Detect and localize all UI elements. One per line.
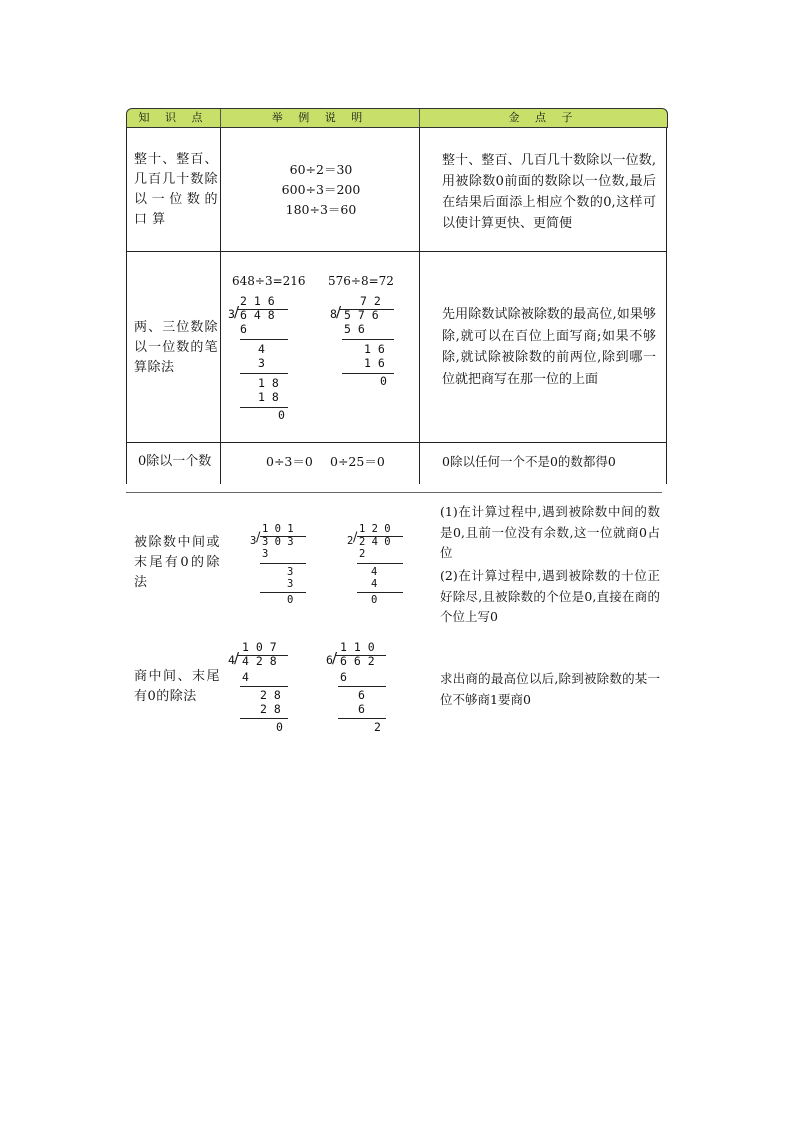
division-bracket: /	[332, 649, 338, 667]
divisor: 2	[347, 535, 354, 547]
header-example: 举 例 说 明	[221, 109, 420, 127]
lower1-topic: 被除数中间或末尾有0的除法	[134, 535, 220, 590]
lower2-tip: 求出商的最高位以后,除到被除数的某一位不够商1要商0	[440, 671, 660, 707]
row2-example-a: 648÷3=216	[232, 274, 306, 288]
step: 4	[258, 342, 265, 356]
step-bar	[240, 373, 288, 374]
step-bar	[260, 563, 306, 564]
division-bracket: /	[234, 303, 240, 321]
section-separator	[126, 492, 662, 493]
step: 4	[371, 566, 378, 578]
row2-example-b: 576÷8=72	[328, 274, 394, 288]
step: 6	[358, 688, 365, 702]
example-line: 180÷3＝60	[285, 202, 357, 217]
step: 3	[287, 578, 294, 590]
step: 3	[258, 356, 265, 370]
step: 4	[242, 670, 249, 684]
dividend: 3 0 3	[262, 536, 294, 548]
row3-tip: 0除以任何一个不是0的数都得0	[442, 454, 616, 469]
header-knowledge-point: 知 识 点	[127, 109, 221, 127]
step: 6	[358, 702, 365, 716]
step: 6	[240, 322, 247, 336]
row1-tip: 整十、整百、几百几十数除以一位数,用被除数0前面的数除以一位数,最后在结果后面添上相应个数的0,这样可以使计算更快、更简便	[442, 153, 656, 231]
example-line: 600÷3＝200	[281, 182, 361, 197]
division-bracket: /	[353, 530, 358, 545]
quotient: 1 0 7	[242, 640, 277, 654]
table-border-right	[666, 128, 667, 484]
row-divider-2	[126, 442, 667, 443]
row3-example-a: 0÷3＝0	[266, 454, 313, 469]
step: 0	[276, 720, 283, 734]
step: 4	[371, 578, 378, 590]
division-bracket: /	[234, 649, 240, 667]
dividend: 2 4 0	[359, 536, 391, 548]
dividend: 5 7 6	[344, 308, 379, 322]
step-bar	[240, 339, 288, 340]
step-bar	[260, 592, 306, 593]
quotient: 7 2	[360, 294, 381, 308]
dividend: 4 2 8	[242, 654, 277, 668]
step-bar	[338, 686, 386, 687]
dividend: 6 4 8	[240, 308, 275, 322]
step: 3	[287, 566, 294, 578]
divisor: 4	[228, 653, 235, 667]
step: 1 8	[258, 376, 279, 390]
table-divider-2	[419, 128, 420, 484]
step: 0	[278, 408, 285, 422]
division-bracket: /	[256, 530, 261, 545]
step: 0	[287, 594, 294, 606]
step: 2 8	[260, 688, 281, 702]
header-golden-tip: 金 点 子	[508, 111, 579, 124]
step: 1 6	[364, 356, 385, 370]
row2-tip: 先用除数试除被除数的最高位,如果够除,就可以在百位上面写商;如果不够除,就试除被除数的前两位,除到哪一位就把商写在那一位的上面	[442, 307, 656, 387]
table-header	[126, 108, 668, 128]
row3-example-b: 0÷25＝0	[330, 454, 385, 469]
division-bracket: /	[336, 303, 342, 321]
step: 5 6	[344, 322, 365, 336]
step: 2	[374, 720, 381, 734]
step: 2	[359, 548, 366, 560]
row1-examples	[226, 160, 416, 220]
divisor: 6	[326, 653, 333, 667]
row1-topic: 整十、整百、几百几十数除以一位数的 口 算	[134, 152, 218, 227]
long-division-303	[250, 522, 320, 612]
quotient: 2 1 6	[240, 294, 275, 308]
lower2-topic: 商中间、末尾有0的除法	[134, 669, 220, 704]
table-divider-1	[220, 128, 221, 484]
step: 1 6	[364, 342, 385, 356]
quotient: 1 0 1	[262, 523, 294, 535]
dividend: 6 6 2	[340, 654, 375, 668]
divisor: 3	[228, 307, 235, 321]
long-division-240	[347, 522, 417, 612]
step: 6	[340, 670, 347, 684]
long-division-662	[326, 640, 396, 740]
long-division-576	[330, 294, 400, 394]
long-division-648	[228, 294, 298, 424]
step-bar	[338, 718, 386, 719]
quotient: 1 1 0	[340, 640, 375, 654]
lower1-tip1: (1)在计算过程中,遇到被除数中间的数是0,且前一位没有余数,这一位就商0占位	[440, 504, 660, 560]
step: 3	[262, 548, 269, 560]
step-bar	[342, 339, 394, 340]
step: 2 8	[260, 702, 281, 716]
quotient: 1 2 0	[359, 523, 391, 535]
row3-topic: 0除以一个数	[138, 454, 212, 469]
divisor: 3	[250, 535, 257, 547]
step-bar	[357, 563, 403, 564]
divisor: 8	[330, 307, 337, 321]
row-divider-1	[126, 251, 667, 252]
step-bar	[240, 718, 288, 719]
step-bar	[357, 592, 403, 593]
row2-topic: 两、三位数除以一位数的笔算除法	[134, 320, 218, 375]
long-division-428	[228, 640, 298, 740]
step: 1 8	[258, 390, 279, 404]
step-bar	[240, 686, 288, 687]
step: 0	[380, 374, 387, 388]
table-border-left	[126, 128, 127, 484]
lower1-tip2: (2)在计算过程中,遇到被除数的十位正好除尽,且被除数的个位是0,直接在商的个位上写0	[440, 568, 660, 624]
example-line: 60÷2＝30	[289, 162, 353, 177]
step: 0	[371, 594, 378, 606]
